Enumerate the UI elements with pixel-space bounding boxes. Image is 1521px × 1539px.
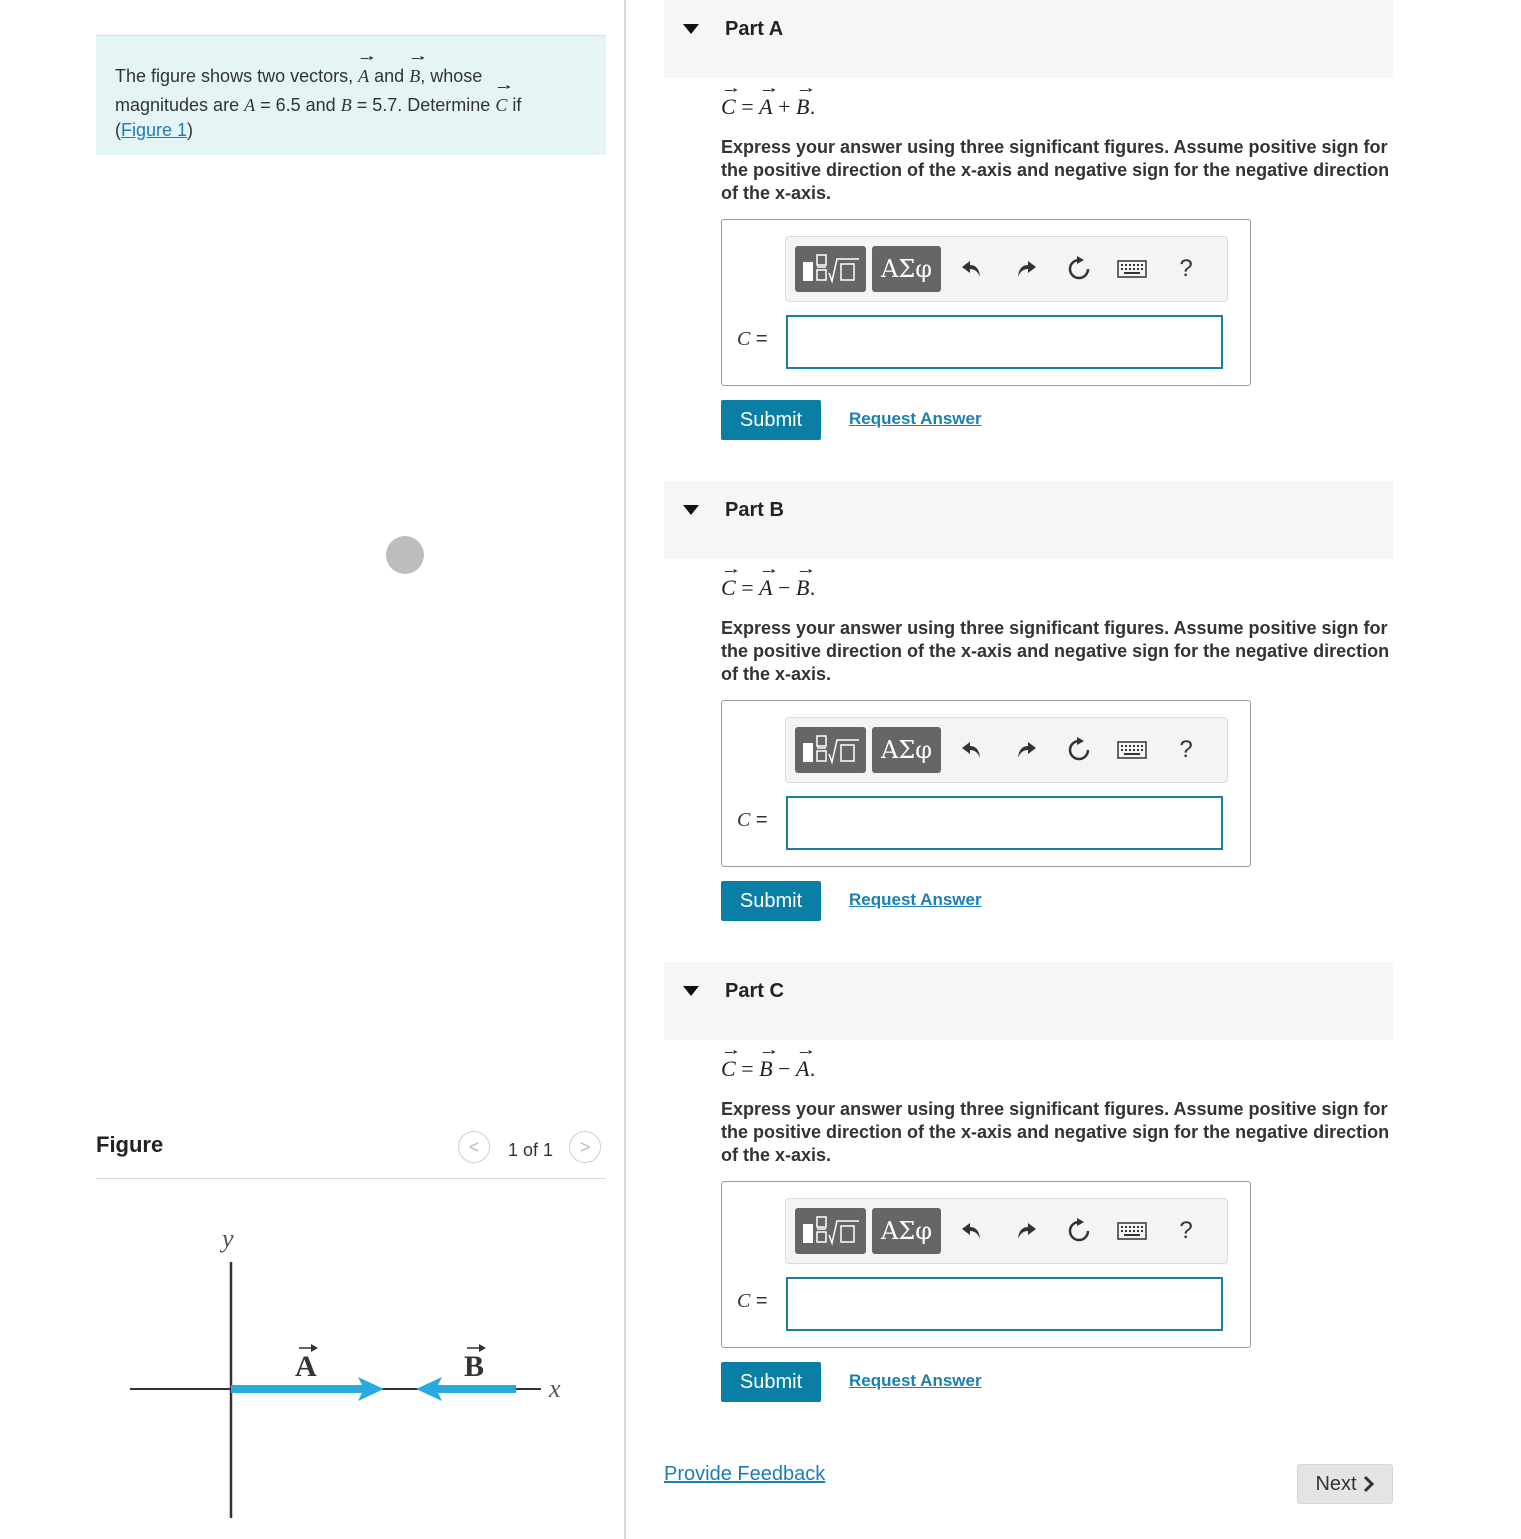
part-instructions: Express your answer using three significant figures. Assume positive sign for the positive direction of the x-axis and negative sign for the negative direction of the x-axis. — [721, 137, 1390, 203]
eq-equals: = — [735, 94, 760, 119]
collapse-triangle-icon[interactable] — [683, 505, 699, 515]
redo-icon — [1013, 256, 1039, 282]
greek-symbols-button[interactable] — [872, 1208, 941, 1254]
answer-symbol: C — [737, 328, 751, 350]
magnitude-b-value: = 5.7. Determine — [356, 95, 491, 115]
part-instructions: Express your answer using three significant figures. Assume positive sign for the positive direction of the x-axis and negative sign for the negative direction of the x-axis. — [721, 618, 1390, 684]
answer-label — [737, 328, 768, 351]
part-header[interactable] — [664, 0, 1393, 78]
collapse-triangle-icon[interactable] — [683, 24, 699, 34]
figure-pager-text: 1 of 1 — [508, 1140, 554, 1160]
greek-symbols-label: ΑΣφ — [880, 1217, 933, 1245]
undo-button[interactable] — [954, 1213, 990, 1249]
greek-symbols-label: ΑΣφ — [880, 736, 933, 764]
submit-button[interactable]: Submit — [721, 881, 821, 921]
templates-icon — [801, 734, 861, 766]
paren: ( — [115, 120, 121, 140]
math-toolbar — [785, 1198, 1228, 1264]
vector-b-label: B — [464, 1350, 485, 1383]
eq-vector-second: A — [795, 1056, 810, 1081]
help-icon: ? — [1179, 736, 1193, 763]
answer-equals: = — [750, 1290, 768, 1312]
eq-vector-c: C — [721, 1056, 736, 1081]
figure-header — [96, 1126, 606, 1179]
part-instructions: Express your answer using three significant figures. Assume positive sign for the positive direction of the x-axis and negative sign for the negative direction of the x-axis. — [721, 1099, 1390, 1165]
eq-operator: − — [772, 575, 796, 600]
figure-next-button[interactable] — [569, 1131, 601, 1163]
eq-equals: = — [735, 1056, 760, 1081]
answer-symbol: C — [737, 809, 751, 831]
magnitude-a-symbol: A — [244, 95, 256, 115]
reset-icon — [1065, 1217, 1093, 1245]
problem-text: if — [512, 95, 522, 115]
reset-icon — [1065, 255, 1093, 283]
vector-a-label: A — [295, 1350, 317, 1383]
eq-period: . — [809, 94, 816, 119]
undo-icon — [959, 1218, 985, 1244]
eq-period: . — [809, 575, 816, 600]
answer-label — [737, 1290, 768, 1313]
part-equation — [721, 1056, 816, 1082]
answer-equals: = — [750, 328, 768, 350]
redo-button[interactable] — [1008, 251, 1044, 287]
figure-title: Figure — [96, 1132, 164, 1157]
help-button[interactable] — [1168, 732, 1204, 768]
magnitude-a-value: = 6.5 and — [260, 95, 336, 115]
part-header[interactable] — [664, 481, 1393, 559]
eq-vector-first: A — [759, 575, 773, 600]
greek-symbols-button[interactable] — [872, 246, 941, 292]
problem-text: , whose — [420, 66, 483, 86]
collapse-triangle-icon[interactable] — [683, 986, 699, 996]
part-equation — [721, 94, 816, 120]
eq-vector-first: B — [759, 1056, 773, 1081]
eq-operator: − — [772, 1056, 796, 1081]
templates-button[interactable] — [795, 1208, 866, 1254]
undo-button[interactable] — [954, 732, 990, 768]
help-button[interactable] — [1168, 1213, 1204, 1249]
vector-figure — [96, 1200, 606, 1530]
eq-vector-c: C — [721, 94, 736, 119]
keyboard-button[interactable] — [1114, 732, 1150, 768]
submit-button[interactable]: Submit — [721, 1362, 821, 1402]
reset-button[interactable] — [1061, 251, 1097, 287]
paren: ) — [187, 120, 194, 140]
redo-icon — [1013, 1218, 1039, 1244]
templates-button[interactable] — [795, 246, 866, 292]
eq-operator: + — [772, 94, 796, 119]
y-axis-label: y — [222, 1224, 234, 1253]
chevron-right-icon — [1363, 1475, 1375, 1493]
reset-button[interactable] — [1061, 732, 1097, 768]
vector-b-symbol: B — [409, 62, 420, 91]
chevron-left-icon: < — [468, 1136, 480, 1157]
greek-symbols-label: ΑΣφ — [880, 255, 933, 283]
redo-button[interactable] — [1008, 1213, 1044, 1249]
templates-icon — [801, 253, 861, 285]
redo-icon — [1013, 737, 1039, 763]
answer-label — [737, 809, 768, 832]
undo-icon — [959, 256, 985, 282]
reset-icon — [1065, 736, 1093, 764]
request-answer-link[interactable]: Request Answer — [849, 890, 982, 909]
keyboard-icon — [1117, 259, 1147, 279]
eq-vector-second: B — [795, 575, 810, 600]
help-button[interactable] — [1168, 251, 1204, 287]
keyboard-icon — [1117, 740, 1147, 760]
answer-symbol: C — [737, 1290, 751, 1312]
chevron-right-icon: > — [579, 1136, 591, 1157]
templates-icon — [801, 1215, 861, 1247]
redo-button[interactable] — [1008, 732, 1044, 768]
request-answer-link[interactable]: Request Answer — [849, 409, 982, 428]
answer-box — [721, 219, 1251, 386]
eq-period: . — [809, 1056, 816, 1081]
templates-button[interactable] — [795, 727, 866, 773]
eq-equals: = — [735, 575, 760, 600]
undo-button[interactable] — [954, 251, 990, 287]
problem-text: magnitudes are — [115, 95, 240, 115]
request-answer-link[interactable]: Request Answer — [849, 1371, 982, 1390]
help-icon: ? — [1179, 1217, 1193, 1244]
panel-divider — [624, 0, 626, 1539]
eq-vector-first: A — [759, 94, 773, 119]
next-button[interactable] — [1297, 1464, 1393, 1504]
part-title: Part A — [725, 18, 784, 40]
math-toolbar — [785, 717, 1228, 783]
vector-a-symbol: A — [358, 62, 369, 91]
figure-prev-button[interactable] — [458, 1131, 490, 1163]
answer-input[interactable] — [786, 796, 1223, 850]
answer-input[interactable] — [786, 315, 1223, 369]
problem-panel — [0, 0, 624, 1539]
keyboard-button[interactable] — [1114, 1213, 1150, 1249]
submit-button[interactable]: Submit — [721, 400, 821, 440]
answer-equals: = — [750, 809, 768, 831]
problem-text: and — [374, 66, 405, 86]
part-header[interactable] — [664, 962, 1393, 1040]
reset-button[interactable] — [1061, 1213, 1097, 1249]
math-toolbar — [785, 236, 1228, 302]
eq-vector-c: C — [721, 575, 736, 600]
undo-icon — [959, 737, 985, 763]
part-equation — [721, 575, 816, 601]
loading-indicator-icon — [386, 536, 424, 574]
keyboard-icon — [1117, 1221, 1147, 1241]
figure-link[interactable]: Figure 1 — [121, 120, 188, 140]
problem-text: The figure shows two vectors, — [115, 66, 354, 86]
next-label: Next — [1315, 1472, 1357, 1495]
magnitude-b-symbol: B — [340, 95, 352, 115]
vector-c-symbol: C — [495, 91, 507, 120]
keyboard-button[interactable] — [1114, 251, 1150, 287]
help-icon: ? — [1179, 255, 1193, 282]
eq-vector-second: B — [795, 94, 810, 119]
provide-feedback-link[interactable]: Provide Feedback — [664, 1463, 826, 1485]
greek-symbols-button[interactable] — [872, 727, 941, 773]
x-axis-label: x — [549, 1374, 561, 1403]
answer-box — [721, 1181, 1251, 1348]
part-title: Part B — [725, 499, 784, 521]
part-title: Part C — [725, 980, 784, 1002]
answer-box — [721, 700, 1251, 867]
problem-statement — [96, 35, 606, 155]
answer-input[interactable] — [786, 1277, 1223, 1331]
